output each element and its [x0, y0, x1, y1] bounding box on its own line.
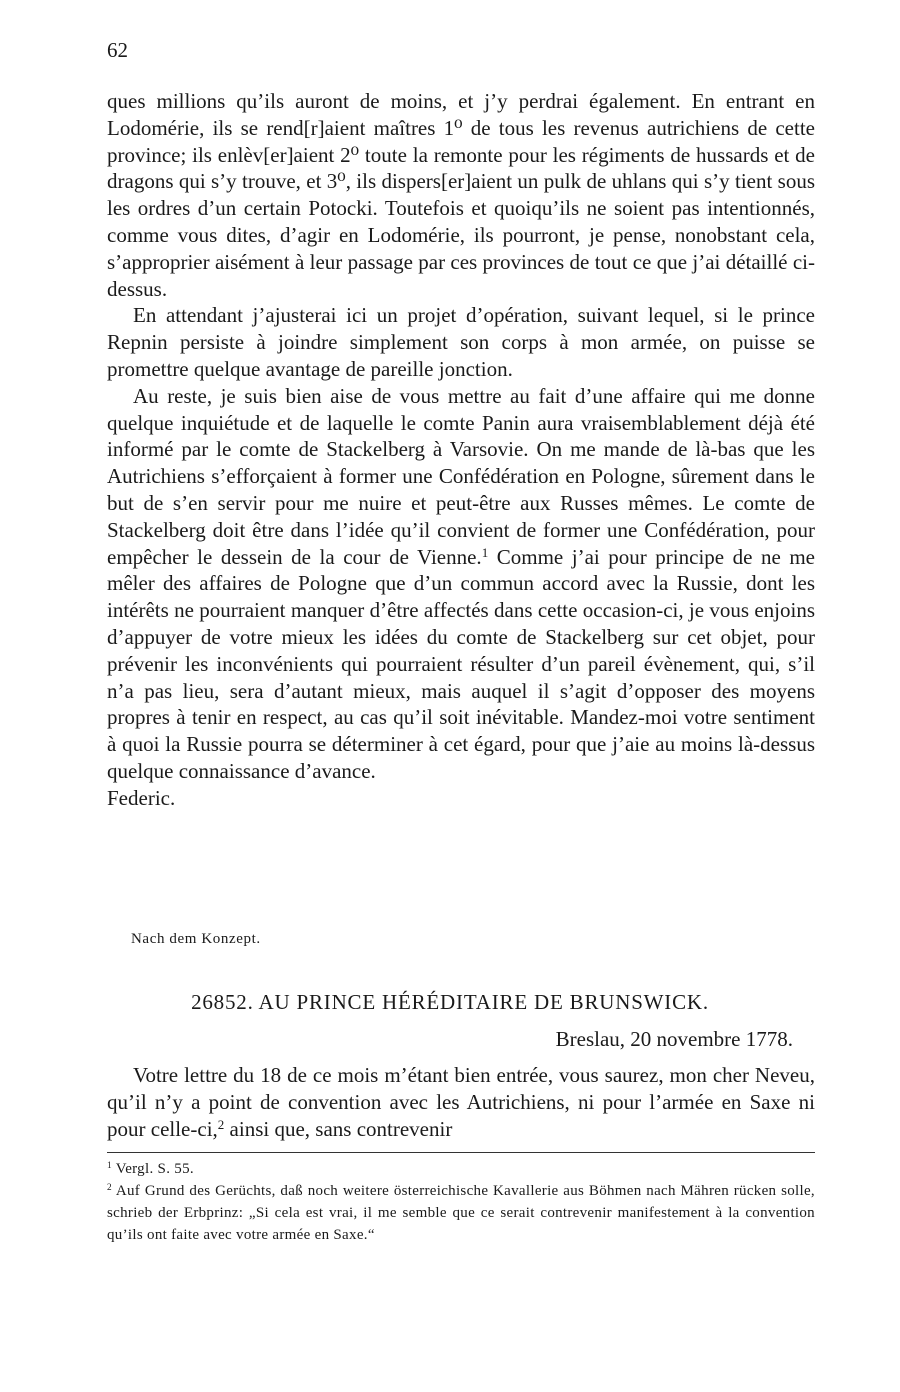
paragraph-confederation	[107, 383, 815, 785]
letter-text-part1: Votre lettre du 18 de ce mois m’étant bien entrée, vous saurez, mon cher Neveu, qu’il n’y a point de convention avec les Autrichiens, ni pour l’armée en Saxe ni pour celle-ci,	[107, 1063, 815, 1141]
footnote-rule	[107, 1152, 815, 1153]
paragraph-confederation-part1: Au reste, je suis bien aise de vous mettre au fait d’une affaire qui me donne quelque inquiétude et de laquelle le comte Panin aura vraisemblablement déjà été informé par le comte de Stackelberg à Varsovie. On me mande de là-bas que les Autrichiens s’efforçaient à former une Confédération en Pologne, sûrement dans le but de s’en servir pour me nuire et peut-être aux Russes mêmes. Le comte de Stackelberg doit être dans l’idée qu’il convient de former une Confédération, pour empêcher le dessein de la cour de Vienne.	[107, 383, 815, 569]
signature: Federic.	[107, 785, 176, 810]
footnote-2	[107, 1180, 815, 1246]
letter-text-part2: ainsi que, sans contrevenir	[224, 1117, 453, 1141]
letter-paragraph	[107, 1062, 815, 1143]
footnote-1-marker: 1	[107, 1160, 112, 1171]
page-number: 62	[107, 38, 128, 62]
dateline: Breslau, 20 novembre 1778.	[555, 1027, 793, 1051]
paragraph-operation-plan: En attendant j’ajusterai ici un projet d’opération, suivant lequel, si le prince Repnin persiste à joindre simplement son corps à mon armée, on puisse se promettre quelque avantage de pareille jonction.	[107, 303, 815, 381]
paragraph-confederation-part2: Comme j’ai pour principe de ne me mêler des affaires de Pologne que d’un commun accord avec la Russie, dont les intérêts ne pourraient manquer d’être affectés dans cette occasion-ci, je vous enjoins d’appuyer de votre mieux les idées du comte de Stackelberg sur cet objet, pour prévenir les inconvénients qui pourraient résulter d’un pareil évènement, qui, s’il n’a pas lieu, sera d’autant mieux, mais auquel il s’agit d’opposer des moyens propres à tenir en respect, au cas qu’il soit inévitable. Mandez-moi votre sentiment à quoi la Russie pourra se déterminer à cet égard, pour que j’aie au moins là-dessus quelque connaissance d’avance.	[107, 544, 816, 783]
footnote-1	[107, 1158, 815, 1180]
footnote-2-marker: 2	[107, 1182, 112, 1193]
body-text	[107, 88, 815, 812]
footnotes	[107, 1158, 815, 1246]
footnote-ref-1[interactable]: 1	[481, 544, 489, 560]
footnote-ref-2[interactable]: 2	[217, 1116, 225, 1132]
letter-heading: 26852. AU PRINCE HÉRÉDITAIRE DE BRUNSWICK.	[191, 990, 709, 1014]
paragraph-continuation: ques millions qu’ils auront de moins, et j’y perdrai également. En entrant en Lodomérie, ils se rend[r]aient maîtres 1⁰ de tous les revenus autrichiens de cette province; ils enlèv[er]aient 2⁰ toute la remonte pour les régiments de hussards et de dragons qui s’y trouve, et 3⁰, ils dispers[er]aient un pulk de uhlans qui s’y tient sous les ordres d’un certain Potocki. Toutefois et quoiqu’ils ne soient pas intentionnés, comme vous dites, d’agir en Lodomérie, ils pourront, je pense, nonobstant cela, s’approprier aisément à leur passage par ces provinces de tout ce que j’ai détaillé ci-dessus.	[107, 89, 815, 301]
source-note: Nach dem Konzept.	[131, 931, 261, 947]
letter-body	[107, 1062, 815, 1143]
footnote-2-text: Auf Grund des Gerüchts, daß noch weitere österreichische Kavallerie aus Böhmen nach Mähren rücken solle, schrieb der Erbprinz: „Si cela est vrai, il me semble que ce serait contrevenir manifestement à la convention qu’ils ont faite avec votre armée en Saxe.“	[107, 1183, 815, 1243]
footnote-1-text: Vergl. S. 55.	[111, 1161, 194, 1177]
